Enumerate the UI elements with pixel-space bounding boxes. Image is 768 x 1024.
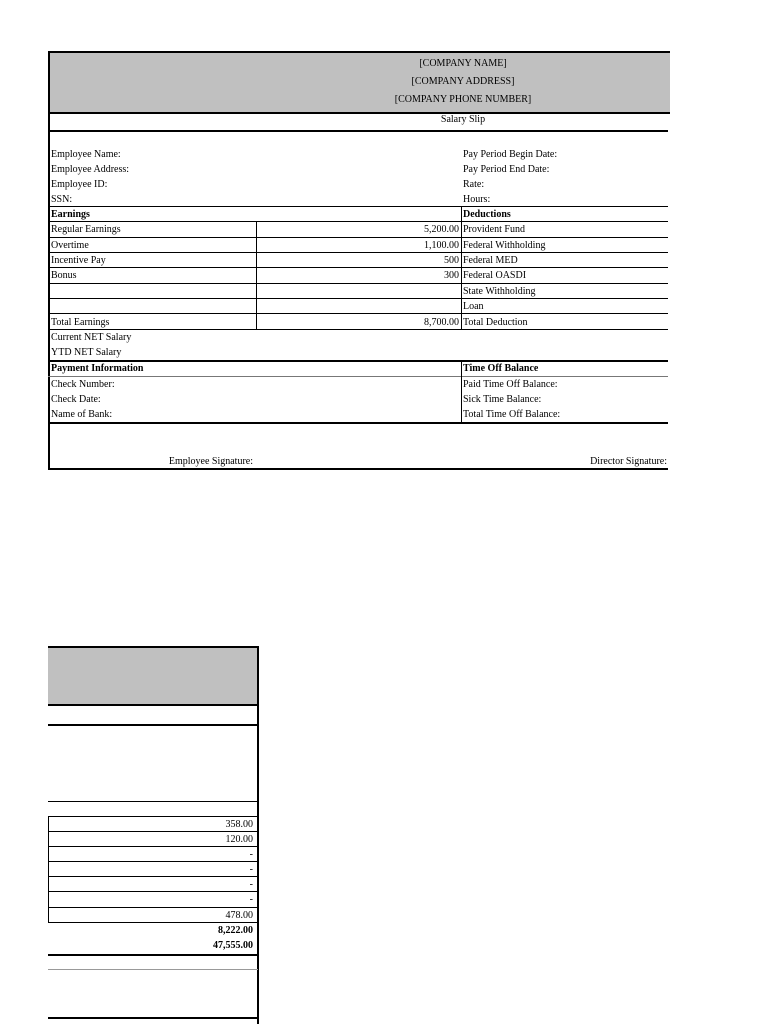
- earnings-amount: 500: [444, 255, 459, 266]
- divider: [461, 361, 462, 423]
- check-number-label: Check Number:: [51, 379, 115, 390]
- earnings-amount: 1,100.00: [424, 240, 459, 251]
- employee-signature-label: Employee Signature:: [168, 456, 253, 467]
- divider: [48, 801, 258, 802]
- company-name: [COMPANY NAME]: [419, 58, 507, 69]
- page2-header-block: [48, 646, 257, 706]
- earnings-label: Overtime: [51, 240, 89, 251]
- divider: [48, 130, 668, 132]
- total-earnings-label: Total Earnings: [51, 317, 110, 328]
- total-time-off-label: Total Time Off Balance:: [463, 409, 561, 420]
- page2-right-border: [257, 646, 259, 1024]
- divider: [48, 907, 258, 908]
- left-border: [48, 110, 50, 470]
- hours-label: Hours:: [463, 194, 491, 205]
- earnings-label: Bonus: [51, 270, 77, 281]
- earnings-label: Incentive Pay: [51, 255, 106, 266]
- ytd-net-salary-label: YTD NET Salary: [51, 347, 122, 358]
- employee-address-label: Employee Address:: [51, 164, 130, 175]
- deduction-amount: -: [249, 879, 253, 890]
- director-signature-label: Director Signature:: [590, 456, 667, 467]
- earnings-amount: 5,200.00: [424, 224, 459, 235]
- divider: [48, 221, 668, 222]
- deduction-label: Provident Fund: [463, 224, 525, 235]
- bank-name-label: Name of Bank:: [51, 409, 113, 420]
- deduction-amount: 120.00: [225, 834, 253, 845]
- deduction-label: Federal MED: [463, 255, 518, 266]
- divider: [48, 724, 258, 726]
- company-phone: [COMPANY PHONE NUMBER]: [394, 94, 532, 105]
- deduction-label: State Withholding: [463, 286, 536, 297]
- deduction-amount: -: [249, 864, 253, 875]
- payment-info-header: Payment Information: [51, 363, 144, 374]
- divider: [48, 816, 49, 922]
- company-address: [COMPANY ADDRESS]: [411, 76, 515, 87]
- divider: [48, 816, 258, 817]
- deduction-amount: 358.00: [225, 819, 253, 830]
- check-date-label: Check Date:: [51, 394, 101, 405]
- deductions-header: Deductions: [463, 209, 511, 220]
- total-earnings-amount: 8,700.00: [424, 317, 459, 328]
- pay-period-begin-label: Pay Period Begin Date:: [463, 149, 558, 160]
- sick-time-label: Sick Time Balance:: [463, 394, 542, 405]
- ytd-net-salary-amount: 47,555.00: [213, 940, 253, 951]
- deduction-label: Federal Withholding: [463, 240, 546, 251]
- employee-id-label: Employee ID:: [51, 179, 108, 190]
- divider: [48, 954, 258, 956]
- divider: [48, 422, 668, 424]
- earnings-label: Regular Earnings: [51, 224, 121, 235]
- deduction-amount: -: [249, 849, 253, 860]
- divider: [256, 221, 257, 329]
- current-net-salary-label: Current NET Salary: [51, 332, 132, 343]
- total-deduction-label: Total Deduction: [463, 317, 528, 328]
- deduction-label: Loan: [463, 301, 484, 312]
- divider: [48, 876, 258, 877]
- divider: [48, 831, 258, 832]
- earnings-header: Earnings: [51, 209, 90, 220]
- pay-period-end-label: Pay Period End Date:: [463, 164, 550, 175]
- paid-time-off-label: Paid Time Off Balance:: [463, 379, 558, 390]
- divider: [48, 329, 668, 330]
- divider: [48, 237, 668, 238]
- deduction-amount: -: [249, 894, 253, 905]
- divider: [48, 861, 258, 862]
- divider: [48, 376, 668, 377]
- divider: [461, 206, 462, 329]
- divider: [48, 922, 258, 923]
- divider: [48, 704, 258, 706]
- deduction-label: Federal OASDI: [463, 270, 527, 281]
- divider: [48, 298, 668, 299]
- divider: [48, 313, 668, 314]
- slip-title: Salary Slip: [440, 114, 486, 125]
- earnings-amount: 300: [444, 270, 459, 281]
- divider: [48, 891, 258, 892]
- rate-label: Rate:: [463, 179, 485, 190]
- divider: [48, 206, 668, 207]
- divider: [48, 846, 258, 847]
- divider: [48, 1017, 258, 1019]
- total-deduction-amount: 478.00: [225, 910, 253, 921]
- employee-name-label: Employee Name:: [51, 149, 121, 160]
- divider: [48, 283, 668, 284]
- divider: [48, 969, 258, 970]
- ssn-label: SSN:: [51, 194, 73, 205]
- time-off-header: Time Off Balance: [463, 363, 539, 374]
- divider: [48, 468, 668, 470]
- divider: [48, 252, 668, 253]
- current-net-salary-amount: 8,222.00: [218, 925, 253, 936]
- divider: [48, 267, 668, 268]
